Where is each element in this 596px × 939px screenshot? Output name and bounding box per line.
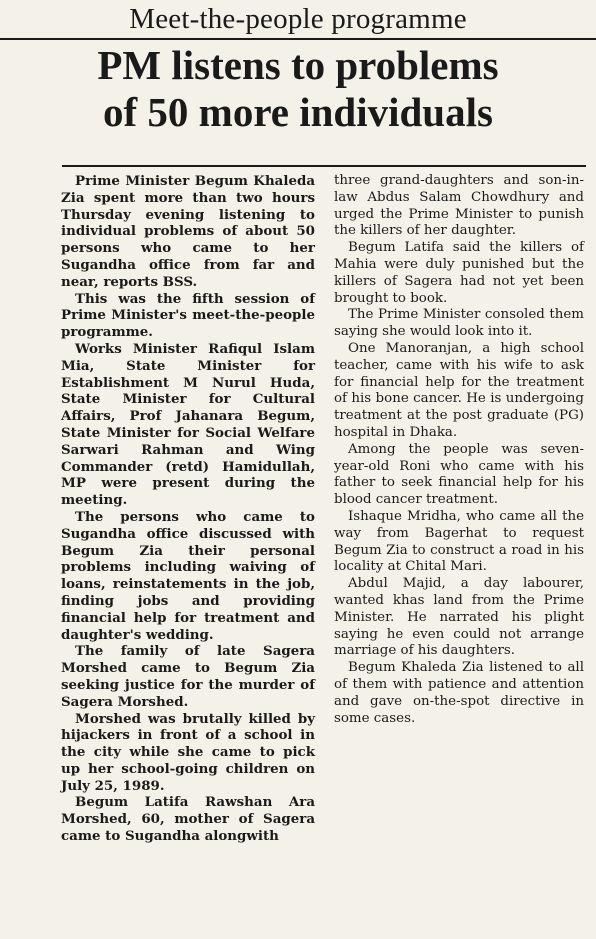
- right-column: [334, 173, 584, 727]
- kicker: Meet-the-people programme: [0, 0, 596, 40]
- headline-line-1: PM listens to problems: [97, 42, 499, 88]
- paragraph: The family of late Sagera Morshed came to Begum Zia seeking justice for the murder of Sagera Morshed.: [61, 643, 315, 710]
- paragraph: This was the fifth session of Prime Minister's meet-the-people programme.: [61, 290, 315, 341]
- paragraph: Prime Minister Begum Khaleda Zia spent more than two hours Thursday evening listening to individual problems of about 50 persons who came to her Sugandha office from far and near, reports BSS.: [61, 173, 315, 290]
- paragraph: three grand-daughters and son-in-law Abdus Salam Chowdhury and urged the Prime Minister to punish the killers of her daughter.: [334, 173, 584, 239]
- paragraph: Morshed was brutally killed by hijackers in front of a school in the city while she came to pick up her school-going children on July 25, 1989.: [61, 710, 315, 794]
- paragraph: Begum Latifa said the killers of Mahia were duly punished but the killers of Sagera had not yet been brought to book.: [334, 240, 584, 306]
- paragraph: Abdul Majid, a day labourer, wanted khas land from the Prime Minister. He narrated his plight saying he even could not arrange marriage of his daughters.: [334, 576, 584, 659]
- paragraph: Ishaque Mridha, who came all the way from Bagerhat to request Begum Zia to construct a road in his locality at Chital Mari.: [334, 508, 584, 575]
- paragraph: Begum Khaleda Zia listened to all of them with patience and attention and gave on-the-spot directive in some cases.: [334, 660, 584, 726]
- headline-rule: [62, 165, 586, 167]
- paragraph: Among the people was seven-year-old Roni who came with his father to seek financial help for his blood cancer treatment.: [334, 441, 584, 508]
- headline-line-2: of 50 more individuals: [103, 89, 493, 135]
- paragraph: One Manoranjan, a high school teacher, came with his wife to ask for financial help for the treatment of his bone cancer. He is undergoing treatment at the post graduate (PG) hospital in Dhaka.: [334, 340, 584, 440]
- paragraph: The Prime Minister consoled them saying she would look into it.: [334, 307, 584, 340]
- paragraph: Begum Latifa Rawshan Ara Morshed, 60, mother of Sagera came to Sugandha alongwith: [61, 794, 315, 845]
- headline: [0, 42, 596, 136]
- left-column: [61, 173, 315, 845]
- paragraph: The persons who came to Sugandha office discussed with Begum Zia their personal problems including waiving of loans, reinstatements in the job, finding jobs and providing financial help for treatment and daughter's wedding.: [61, 508, 315, 643]
- paragraph: Works Minister Rafiqul Islam Mia, State Minister for Establishment M Nurul Huda, State Minister for Cultural Affairs, Prof Jahanara Begum, State Minister for Social Welfare Sarwari Rahman and Wing Commander (retd) Hamidullah, MP were present during the meeting.: [61, 340, 315, 509]
